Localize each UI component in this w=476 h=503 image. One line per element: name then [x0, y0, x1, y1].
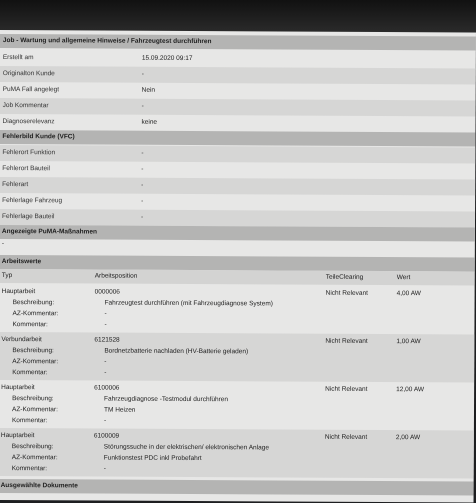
- job-row-value: 15.09.2020 09:17: [141, 54, 193, 63]
- puma-empty-value: -: [1, 240, 5, 248]
- work-item-beschreibung: Störungssuche in der elektrischen/ elektronischen Anlage: [103, 443, 269, 452]
- work-item-wert: 4,00 AW: [396, 290, 421, 298]
- work-item-wert: 1,00 AW: [396, 338, 421, 346]
- dokumente-section-title: Ausgewählte Dokumente: [0, 479, 474, 495]
- work-item-az-kommentar: -: [104, 310, 107, 318]
- column-header-position: Arbeitsposition: [94, 272, 138, 280]
- job-row-value: -: [141, 70, 144, 78]
- work-item: [0, 332, 474, 382]
- work-item-number: 6121528: [94, 336, 120, 344]
- beschreibung-label: Beschreibung:: [12, 299, 55, 307]
- work-item: [0, 380, 474, 430]
- fehlerbild-row-label: Fehlerort Funktion: [2, 149, 56, 157]
- kommentar-label: Kommentar:: [11, 417, 48, 425]
- work-item-clearing: Nicht Relevant: [324, 433, 368, 441]
- work-item-number: 6100009: [93, 432, 120, 440]
- work-item: [0, 284, 475, 334]
- az-kommentar-label: AZ-Kommentar:: [12, 358, 59, 366]
- top-shadow: [0, 0, 476, 32]
- work-item-typ: Verbundarbeit: [1, 336, 42, 344]
- fehlerbild-row-value: -: [141, 165, 144, 173]
- kommentar-label: Kommentar:: [11, 465, 48, 473]
- beschreibung-label: Beschreibung:: [12, 395, 54, 403]
- job-row-value: -: [141, 102, 144, 110]
- az-kommentar-label: AZ-Kommentar:: [12, 310, 59, 318]
- work-item-az-kommentar: -: [104, 358, 107, 366]
- work-item: [0, 428, 474, 478]
- fehlerbild-row-label: Fehlerart: [2, 181, 29, 189]
- job-row-value: keine: [141, 118, 158, 126]
- work-item-clearing: Nicht Relevant: [325, 289, 368, 297]
- work-item-number: 6100006: [94, 384, 120, 392]
- kommentar-label: Kommentar:: [12, 321, 48, 329]
- work-item-az-kommentar: Funktionstest PDC inkl Probefahrt: [103, 454, 202, 463]
- fehlerbild-row-value: -: [141, 197, 144, 205]
- work-item-clearing: Nicht Relevant: [325, 337, 368, 345]
- fehlerbild-row-label: Fehlerlage Fahrzeug: [2, 197, 63, 205]
- work-item-kommentar: -: [103, 465, 106, 473]
- fehlerbild-row-value: -: [141, 181, 144, 189]
- arbeitswerte-table-header: [0, 269, 475, 285]
- work-item-az-kommentar: TM Heizen: [103, 406, 136, 414]
- work-item-beschreibung: Fahrzeugdiagnose -Testmodul durchführen: [104, 395, 229, 404]
- work-item-kommentar: -: [104, 369, 107, 377]
- az-kommentar-label: AZ-Kommentar:: [11, 406, 58, 414]
- work-item-clearing: Nicht Relevant: [325, 385, 368, 393]
- job-row-label: PuMA Fall angelegt: [2, 86, 60, 94]
- job-row-label: Job Kommentar: [2, 102, 49, 110]
- beschreibung-label: Beschreibung:: [11, 443, 54, 451]
- work-item-wert: 2,00 AW: [395, 434, 421, 442]
- work-item-kommentar: -: [103, 417, 107, 425]
- column-header-clearing: TeileClearing: [325, 273, 364, 281]
- fehlerbild-section-title: Fehlerbild Kunde (VFC): [0, 130, 475, 146]
- work-item-typ: Hauptarbeit: [0, 432, 35, 440]
- work-item-beschreibung: Bordnetzbatterie nachladen (HV-Batterie geladen): [104, 347, 249, 356]
- work-item-number: 0000006: [94, 288, 120, 296]
- puma-section-title: Angezeigte PuMA-Maßnahmen: [0, 225, 475, 241]
- work-item-kommentar: -: [104, 321, 107, 329]
- kommentar-label: Kommentar:: [12, 369, 48, 377]
- beschreibung-label: Beschreibung:: [12, 347, 54, 355]
- fehlerbild-row-value: -: [141, 213, 144, 221]
- document-sheet: [0, 30, 476, 502]
- fehlerbild-row-label: Fehlerlage Bauteil: [2, 213, 55, 221]
- job-row-label: Diagnoserelevanz: [2, 118, 55, 126]
- job-section-title: Job - Wartung und allgemeine Hinweise / Fahrzeugtest durchführen: [0, 34, 476, 50]
- column-header-wert: Wert: [396, 274, 411, 282]
- job-row-label: Erstellt am: [2, 54, 34, 62]
- job-row-value: Nein: [141, 86, 156, 94]
- work-item-wert: 12,00 AW: [396, 386, 425, 394]
- az-kommentar-label: AZ-Kommentar:: [11, 454, 58, 462]
- fehlerbild-row-value: -: [141, 149, 144, 157]
- work-item-beschreibung: Fahrzeugtest durchführen (mit Fahrzeugdiagnose System): [104, 299, 273, 308]
- arbeitswerte-section-title: Arbeitswerte: [0, 255, 475, 271]
- fehlerbild-row-label: Fehlerort Bauteil: [2, 165, 50, 173]
- work-item-typ: Hauptarbeit: [1, 288, 36, 296]
- work-item-typ: Hauptarbeit: [1, 384, 35, 392]
- job-row-label: Originalton Kunde: [2, 70, 55, 78]
- column-header-typ: Typ: [1, 272, 13, 280]
